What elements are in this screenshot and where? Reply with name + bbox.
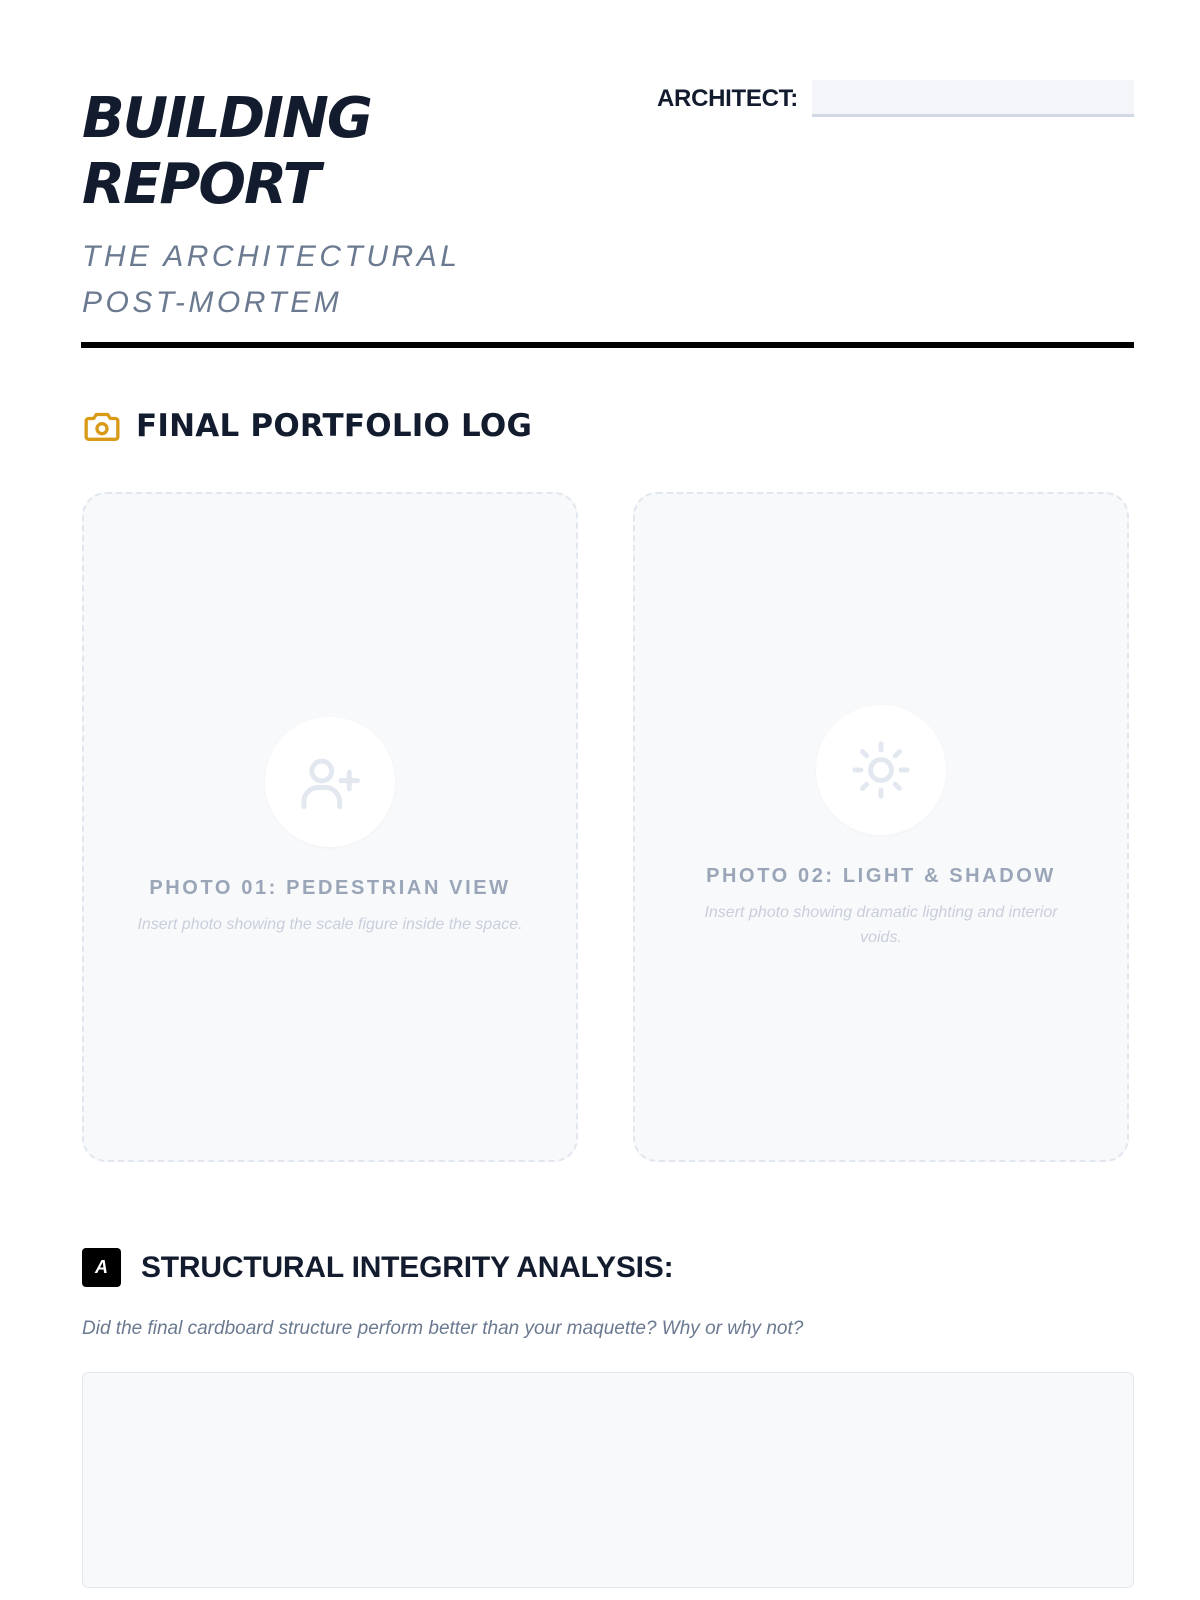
portfolio-section-heading: [82, 406, 532, 446]
photo-02-hint: Insert photo showing dramatic lighting and interior voids.: [704, 903, 1058, 946]
photo-02-title: PHOTO 02: LIGHT & SHADOW: [706, 864, 1056, 887]
camera-icon: [82, 406, 122, 446]
question-a-heading: [82, 1248, 673, 1287]
question-a-title: STRUCTURAL INTEGRITY ANALYSIS:: [141, 1250, 674, 1284]
architect-label: ARCHITECT:: [657, 84, 798, 112]
architect-input[interactable]: [812, 80, 1134, 117]
photo-02-icon-badge: [816, 705, 946, 835]
user-plus-icon: [297, 749, 363, 815]
page-title-line-1: BUILDING: [82, 86, 371, 151]
report-header: [82, 86, 1134, 348]
portfolio-section-title: FINAL PORTFOLIO LOG: [136, 408, 533, 444]
photo-01-hint: Insert photo showing the scale figure inside the space.: [137, 916, 523, 933]
question-a-badge: A: [82, 1248, 121, 1287]
sun-icon: [848, 737, 914, 803]
photo-02-dropzone[interactable]: [633, 492, 1129, 1162]
photo-01-icon-badge: [265, 717, 395, 847]
page-title: [82, 86, 542, 218]
photo-01-title: PHOTO 01: PEDESTRIAN VIEW: [149, 877, 511, 899]
page-subtitle: THE ARCHITECTURAL POST-MORTEM: [82, 240, 460, 319]
photo-01-dropzone[interactable]: [82, 492, 578, 1162]
page-title-line-2: REPORT: [82, 152, 319, 217]
architect-field-group: [657, 80, 1134, 117]
question-a-answer-field[interactable]: [82, 1372, 1134, 1588]
header-divider: [81, 342, 1134, 348]
question-a-prompt: Did the final cardboard structure perform better than your maquette? Why or why not?: [82, 1318, 804, 1339]
